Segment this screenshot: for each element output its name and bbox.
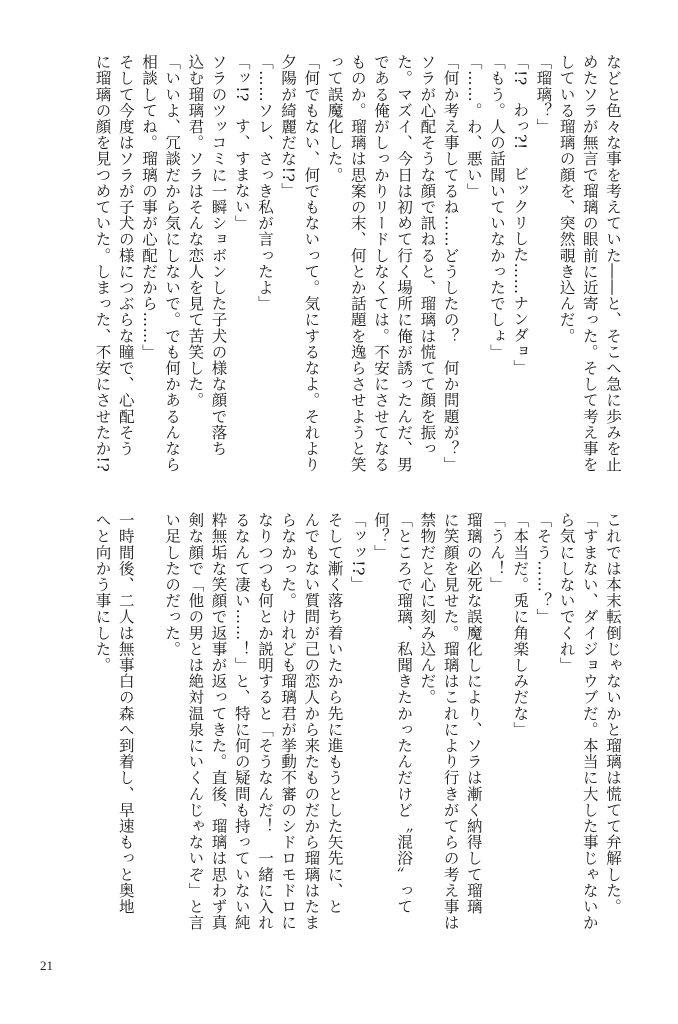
text-line: なりつつも何とか説明すると「そうなんだ！ 一緒に入れ: [255, 512, 274, 931]
text-line: ら気にしないでくれ」: [557, 512, 576, 673]
text-line: 「……。わ、悪い」: [464, 54, 483, 199]
text-line: 「いいよ、冗談だから気にしないで。でも何かあるんなら: [163, 54, 182, 473]
text-line: 「うん！」: [487, 512, 506, 593]
text-line: ものか。瑠璃は思案の末、何とか話題を逸らさせようと笑: [348, 54, 367, 473]
text-line: 「すまない、ダイジョウブだ。本当に大した事じゃないか: [580, 512, 599, 931]
text-line: 「ッッ!?」: [348, 512, 367, 593]
text-line: そして今度はソラが子犬の様につぶらな瞳で、心配そう: [116, 54, 135, 457]
text-line: これでは本末転倒じゃないかと瑠璃は慌てて弁解した。: [604, 512, 622, 915]
text-line: している瑠璃の顔を、突然覗き込んだ。: [557, 54, 576, 344]
bottom-text-block: [64, 512, 624, 932]
top-text-block: [64, 54, 624, 494]
text-line: などと色々な事を考えていた――と、そこへ急に歩みを止: [604, 54, 622, 473]
text-line: へと向かう事にした。: [93, 512, 112, 673]
page-number: 21: [40, 958, 53, 973]
text-line: 一時間後、二人は無事白の森へ到着し、早速もっと奥地: [116, 512, 135, 915]
text-line: である俺がしっかりリードしなくては。不安にさせてなる: [371, 54, 390, 473]
text-line: 相談してね。瑠璃の事が心配だから……」: [139, 54, 158, 360]
text-line: めたソラが無言で瑠璃の眼前に近寄った。そして考え事を: [580, 54, 599, 473]
text-line: い足したのだった。: [163, 512, 182, 657]
text-line: [137, 512, 160, 932]
text-line: た。マズイ、今日は初めて行く場所に俺が誘ったんだ、男: [395, 54, 414, 473]
text-line: ソラのツッコミに一瞬ショボンした子犬の様な顔で落ち: [209, 54, 228, 457]
text-line: 剣な顔で「他の男とは絶対温泉にいくんじゃないぞ」と言: [186, 512, 205, 931]
text-line: 「何でもない、何でもないって。気にするなよ。それより: [302, 54, 321, 473]
text-line: 瑠璃の必死な誤魔化しにより、ソラは漸く納得して瑠璃: [464, 512, 483, 915]
text-line: 何？」: [371, 512, 390, 561]
text-line: 「本当だ。兎に角楽しみだな」: [511, 512, 530, 738]
text-line: 「……ソレ、さっき私が言ったよ」: [255, 54, 274, 312]
text-line: るなんて凄い……！」と、特に何の疑問も持っていない純: [232, 512, 251, 931]
text-line: って誤魔化した。: [325, 54, 344, 183]
text-line: 「ところで瑠璃、私聞きたかったんだけど〝混浴〟って: [395, 512, 414, 915]
text-line: 夕陽が綺麗だな!?」: [279, 54, 298, 199]
text-line: 「そう……？」: [534, 512, 553, 625]
text-line: 粋無垢な笑顔で返事が返ってきた。直後、瑠璃は思わず真: [209, 512, 228, 931]
text-line: に瑠璃の顔を見つめていた。しまった、不安にさせたか!?: [93, 54, 112, 473]
text-line: 「ッ!? す、すまない」: [232, 54, 251, 231]
text-line: 込む瑠璃君。ソラはそんな恋人を見て苦笑した。: [186, 54, 205, 409]
text-line: 「瑠璃？」: [534, 54, 553, 135]
text-line: ソラが心配そうな顔で訊ねると、瑠璃は慌てて顔を振っ: [418, 54, 437, 457]
text-line: 「!? わっ?! ビックリした……ナンダョ」: [511, 54, 530, 376]
text-line: 禁物だと心に刻み込んだ。: [418, 512, 437, 706]
text-line: に笑顔を見せた。瑠璃はこれにより行きがてらの考え事は: [441, 512, 460, 931]
text-line: 「もう。人の話聞いていなかったでしょ」: [487, 54, 506, 360]
text-line: んでもない質問が己の恋人から来たものだから瑠璃はたま: [302, 512, 321, 931]
text-line: らなかった。けれども瑠璃君が挙動不審のシドロモドロに: [279, 512, 298, 931]
text-line: そして漸く落ち着いたから先に進もうとした矢先に、と: [325, 512, 344, 915]
text-line: 「何か考え事してるね……どうしたの？ 何か問題が？」: [441, 54, 460, 473]
